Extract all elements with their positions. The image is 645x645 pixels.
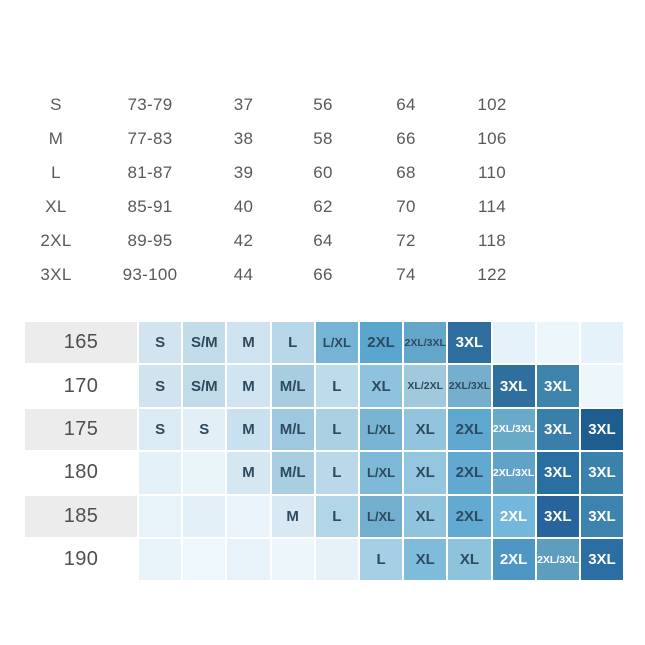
size-cell: 2XL/3XL	[537, 539, 579, 580]
size-cell: 2XL	[360, 322, 402, 363]
size-label: 3XL	[40, 265, 72, 284]
measurement-value: 85-91	[127, 197, 173, 216]
measurement-value: 64	[396, 95, 416, 114]
measurement-value: 77-83	[127, 129, 173, 148]
size-cell: L	[272, 322, 314, 363]
measurement-value: 106	[477, 129, 507, 148]
size-cell: M/L	[272, 452, 314, 493]
empty-cell	[139, 496, 181, 537]
measurement-value: 68	[396, 163, 416, 182]
size-cell: XL	[404, 409, 446, 450]
size-label: XL	[45, 197, 67, 216]
size-cell: M	[227, 452, 269, 493]
size-cell: XL	[360, 365, 402, 406]
matrix-row	[25, 409, 623, 450]
measurement-value: 74	[396, 265, 416, 284]
empty-cell	[493, 322, 535, 363]
measurement-value: 40	[233, 197, 254, 216]
size-label: 2XL	[40, 231, 72, 250]
measurement-value: 37	[233, 95, 254, 114]
measurement-value: 39	[233, 163, 254, 182]
size-cell: L	[316, 452, 358, 493]
size-cell: L/XL	[360, 496, 402, 537]
empty-cell	[183, 496, 225, 537]
measurement-value: 64	[313, 231, 333, 250]
measurement-row	[26, 190, 545, 224]
empty-cell	[183, 539, 225, 580]
measurement-value: 93-100	[122, 265, 178, 284]
size-cell: 2XL	[448, 496, 490, 537]
size-cell: 2XL	[448, 409, 490, 450]
measurement-value: 102	[477, 95, 507, 114]
size-cell: 3XL	[537, 409, 579, 450]
measurement-row	[26, 88, 545, 122]
size-cell: S	[139, 365, 181, 406]
size-cell: S	[139, 409, 181, 450]
empty-cell	[139, 452, 181, 493]
measurement-value: 118	[477, 231, 506, 250]
size-cell: M	[272, 496, 314, 537]
size-cell: 3XL	[493, 365, 535, 406]
measurement-value: 81-87	[127, 163, 173, 182]
size-cell: L/XL	[360, 409, 402, 450]
measurement-row	[26, 156, 545, 190]
size-cell: 2XL	[493, 539, 535, 580]
empty-cell	[183, 452, 225, 493]
measurement-row	[26, 122, 545, 156]
measurement-row	[26, 258, 545, 292]
empty-cell	[227, 496, 269, 537]
size-cell: S	[139, 322, 181, 363]
size-cell: 3XL	[448, 322, 490, 363]
size-cell: M	[227, 322, 269, 363]
measurement-row	[26, 224, 545, 258]
height-label: 180	[25, 452, 137, 493]
size-cell: XL	[404, 539, 446, 580]
measurement-value: 72	[396, 231, 416, 250]
size-cell: L	[316, 365, 358, 406]
size-cell: 2XL	[493, 496, 535, 537]
empty-cell	[139, 539, 181, 580]
measurement-value: 114	[477, 197, 506, 216]
size-cell: L/XL	[316, 322, 358, 363]
matrix-row	[25, 496, 623, 537]
empty-cell	[272, 539, 314, 580]
matrix-row	[25, 452, 623, 493]
size-cell: L/XL	[360, 452, 402, 493]
size-cell: M/L	[272, 409, 314, 450]
size-cell: L	[316, 496, 358, 537]
size-cell: M	[227, 409, 269, 450]
matrix-row	[25, 322, 623, 363]
measurement-table	[26, 88, 545, 292]
measurement-value: 60	[313, 163, 333, 182]
height-label: 190	[25, 539, 137, 580]
size-label: M	[48, 129, 64, 148]
height-label: 175	[25, 409, 137, 450]
size-cell: L	[316, 409, 358, 450]
size-cell: M/L	[272, 365, 314, 406]
empty-cell	[227, 539, 269, 580]
size-cell: M	[227, 365, 269, 406]
empty-cell	[537, 322, 579, 363]
measurement-value: 56	[313, 95, 333, 114]
size-cell: 3XL	[581, 409, 623, 450]
size-cell: L	[360, 539, 402, 580]
matrix-row	[25, 539, 623, 580]
size-cell: 3XL	[581, 539, 623, 580]
size-cell: 3XL	[581, 496, 623, 537]
measurement-value: 70	[396, 197, 416, 216]
size-cell: 2XL/3XL	[493, 452, 535, 493]
size-cell: 3XL	[537, 365, 579, 406]
empty-cell	[581, 322, 623, 363]
matrix-row	[25, 365, 623, 406]
size-cell: 3XL	[537, 452, 579, 493]
size-cell: S/M	[183, 365, 225, 406]
measurement-value: 89-95	[127, 231, 173, 250]
size-cell: XL	[404, 452, 446, 493]
measurement-value: 122	[477, 265, 507, 284]
size-cell: XL/2XL	[404, 365, 446, 406]
measurement-value: 42	[233, 231, 254, 250]
measurement-value: 110	[477, 163, 506, 182]
size-cell: 2XL	[448, 452, 490, 493]
size-label: L	[51, 163, 61, 182]
size-cell: S	[183, 409, 225, 450]
height-label: 185	[25, 496, 137, 537]
measurement-value: 38	[233, 129, 254, 148]
measurement-value: 66	[313, 265, 333, 284]
height-label: 170	[25, 365, 137, 406]
size-cell: 3XL	[537, 496, 579, 537]
empty-cell	[581, 365, 623, 406]
size-cell: XL	[404, 496, 446, 537]
measurement-value: 73-79	[127, 95, 173, 114]
measurement-value: 66	[396, 129, 416, 148]
size-cell: 2XL/3XL	[404, 322, 446, 363]
size-label: S	[50, 95, 62, 114]
size-cell: 2XL/3XL	[448, 365, 490, 406]
height-label: 165	[25, 322, 137, 363]
measurement-value: 62	[313, 197, 333, 216]
size-cell: 2XL/3XL	[493, 409, 535, 450]
size-cell: S/M	[183, 322, 225, 363]
measurement-value: 44	[233, 265, 254, 284]
size-cell: XL	[448, 539, 490, 580]
height-size-matrix	[25, 322, 623, 580]
size-cell: 3XL	[581, 452, 623, 493]
empty-cell	[316, 539, 358, 580]
measurement-value: 58	[313, 129, 333, 148]
